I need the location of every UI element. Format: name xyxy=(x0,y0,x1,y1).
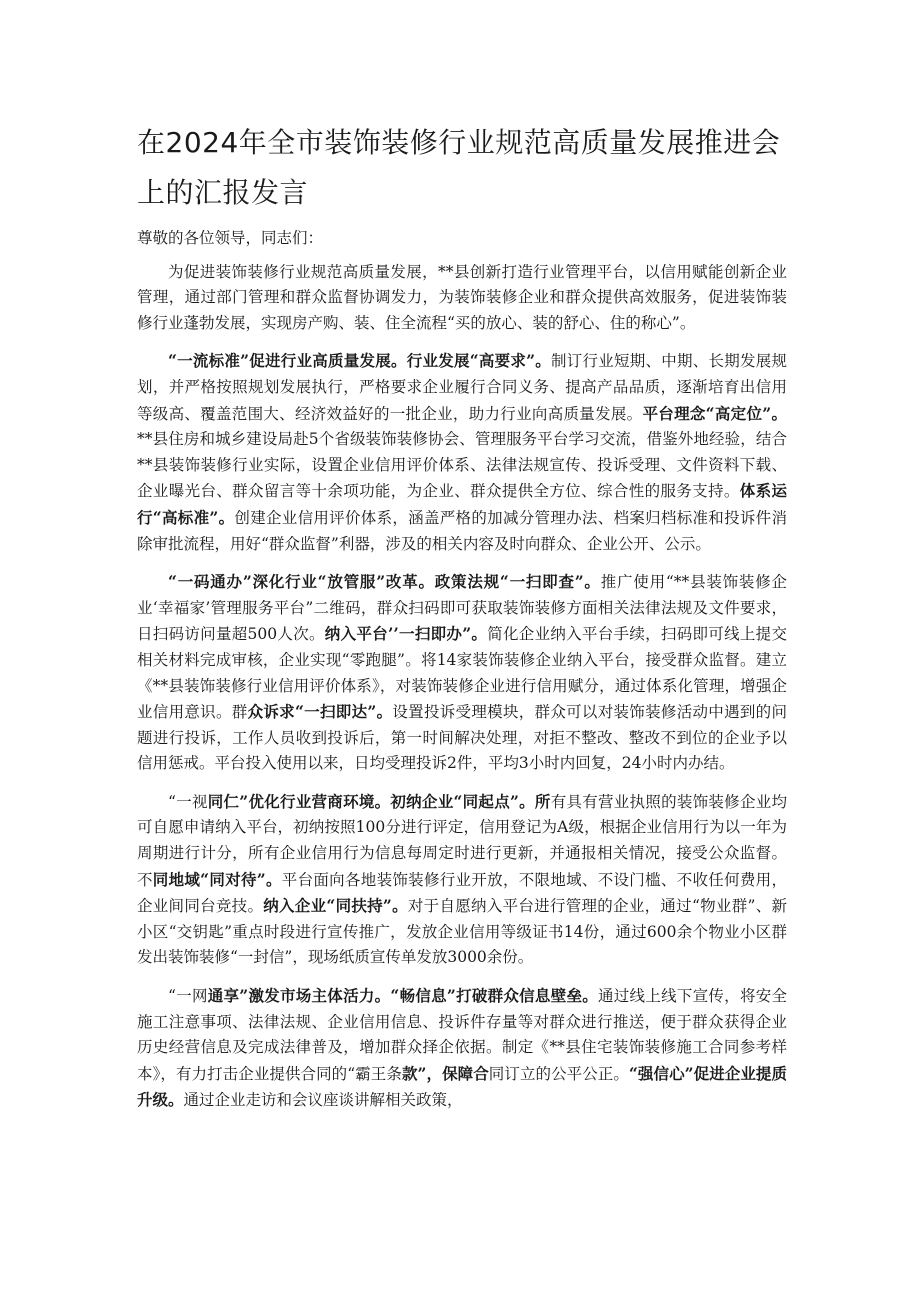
bold-heading: 纳入企业“同扶持”。 xyxy=(263,896,408,916)
section-paragraph-3 xyxy=(137,789,787,971)
section-paragraph-2 xyxy=(137,569,787,777)
paragraph-text: **县住房和城乡建设局赴5个省级装饰装修协会、管理服务平台学习交流，借鉴外地经验，结合**县装饰装修行业实际，设置企业信用评价体系、法律法规宣传、投诉受理、文件资料下载、企业曝光台、群众留言等十余项功能，为企业、群众提供全方位、综合性的服务支持。 xyxy=(137,430,787,501)
bold-heading: “一码通办”深化行业“放管服”改革。政策法规“一扫即查”。 xyxy=(168,572,601,592)
section-paragraph-4 xyxy=(137,983,787,1114)
bold-heading: 众诉求“一扫即达”。 xyxy=(247,702,393,722)
bold-heading: 同仁”优化行业营商环境。初纳企业“同起点”。所 xyxy=(207,791,551,811)
paragraph-text: 通过企业走访和会议座谈讲解相关政策， xyxy=(183,1091,463,1110)
paragraph-text: 简化企业纳入平台手续，扫码即可线上提交相关材料完成审核，企业实现“零跑腿”。将14家装饰装修企业纳入平台，接受群众监督。建立《**县装饰装修行业信用评价体系》，对装饰装修企业进行信用赋分，通过体系化管理，增强企业信用意识。群 xyxy=(137,625,787,722)
paragraph-text: 制订行业短期、中期、长期发展规划，并严格按照规划发展执行，严格要求企业履行合同义务、提高产品品质，逐渐培育出信用等级高、覆盖范围大、经济效益好的一批企业，助力行业向高质量发展。 xyxy=(137,352,787,423)
paragraph-text: 有具有营业执照的装饰装修企业均可自愿申请纳入平台，初纳按照100分进行评定，信用登记为A级，根据企业信用行为以一年为周期进行计分，所有企业信用行为信息每周定时进行更新，并通报相关情况，接受公众监督。不 xyxy=(137,792,788,889)
title-line-1: 在2024年全市装饰装修行业规范高质量发展推进会 xyxy=(137,126,781,159)
bold-heading: 平台理念“高定位”。 xyxy=(642,403,787,423)
greeting: 尊敬的各位领导，同志们： xyxy=(137,229,324,247)
paragraph-text: 推广使用“**县装饰装修企业‘幸福家’管理服务平台”二维码，群众扫码即可获取装饰装修方面相关法律法规及文件要求，日扫码访问量超500人次。 xyxy=(137,573,787,644)
intro-paragraph: 为促进装饰装修行业规范高质量发展，**县创新打造行业管理平台，以信用赋能创新企业管理，通过部门管理和群众监督协调发力，为装饰装修企业和群众提供高效服务，促进装饰装修行业蓬勃发展，实现房产购、装、住全流程“买的放心、装的舒心、住的称心”。 xyxy=(137,262,787,332)
paragraph-text: “一视 xyxy=(168,792,208,811)
paragraph-text: 创建企业信用评价体系，涵盖严格的加减分管理办法、档案归档标准和投诉件消除审批流程，用好“群众监督”利器，涉及的相关内容及时向群众、企业公开、公示。 xyxy=(137,508,787,553)
bold-heading: “强信心”促进企业提质升级。 xyxy=(137,1063,787,1110)
title-line-2: 上的汇报发言 xyxy=(137,176,309,209)
paragraph-text: 通过线上线下宣传，将安全施工注意事项、法律法规、企业信用信息、投诉件存量等对群众进行推送，便于群众获得企业历史经营信息及完成法律普及，增加群众择企依据。制定《**县住宅装饰装修施工合同参考样本》，有力打击企业提供合同的“霸王条 xyxy=(137,987,787,1083)
bold-heading: 体系运行“高标准”。 xyxy=(137,481,787,527)
paragraph-text: “一网 xyxy=(168,987,208,1006)
bold-heading: 款”，保障合 xyxy=(401,1063,489,1083)
bold-heading: 通享”激发市场主体活力。“畅信息”打破群众信息壁垒。 xyxy=(207,986,599,1006)
paragraph-text: 设置投诉受理模块，群众可以对装饰装修活动中遇到的问题进行投诉，工作人员收到投诉后，第一时间解决处理，对拒不整改、整改不到位的企业予以信用惩戒。平台投入使用以来，日均受理投诉2件，平均3小时内回复，24小时内办结。 xyxy=(137,703,787,773)
paragraph-text: 平台面向各地装饰装修行业开放，不限地域、不设门槛、不收任何费用，企业间同台竞技。 xyxy=(137,870,787,916)
document-body xyxy=(137,226,787,1126)
paragraph-text: 对于自愿纳入平台进行管理的企业，通过“物业群”、新小区“交钥匙”重点时段进行宣传推广，发放企业信用等级证书14份，通过600余个物业小区群发出装饰装修“一封信”，现场纸质宣传单发放3000余份。 xyxy=(137,897,787,967)
bold-heading: 纳入平台’’一扫即办”。 xyxy=(324,624,488,644)
section-paragraph-1 xyxy=(137,348,787,557)
bold-heading: 同地域“同对待”。 xyxy=(152,869,282,889)
document-title xyxy=(137,118,797,218)
bold-heading: “一流标准”促进行业高质量发展。行业发展“高要求”。 xyxy=(168,351,552,371)
paragraph-text: 同订立的公平公正。 xyxy=(488,1064,629,1083)
